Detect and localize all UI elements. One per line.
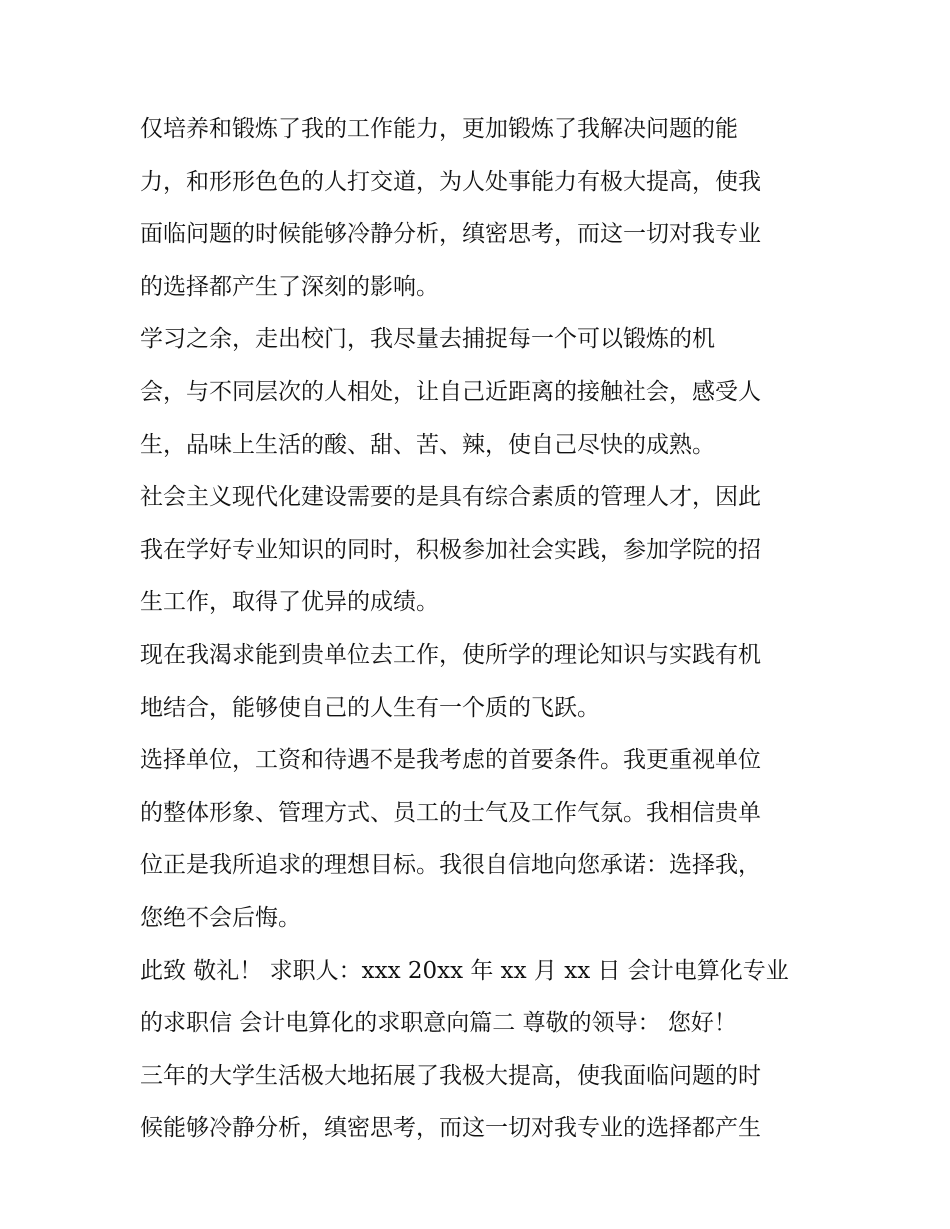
text-line: 三年的大学生活极大地拓展了我极大提高，使我面临问题的时 [140, 1062, 761, 1089]
text-line: 学习之余，走出校门，我尽量去捕捉每一个可以锻炼的机 [140, 326, 715, 353]
text-line: 您绝不会后悔。 [140, 904, 301, 931]
text-line: 面临问题的时候能够冷静分析，缜密思考，而这一切对我专业 [140, 221, 761, 248]
text-line: 的求职信 会计电算化的求职意向篇二 尊敬的领导： 您好！ [140, 1010, 737, 1037]
text-line: 会，与不同层次的人相处，让自己近距离的接触社会，感受人 [140, 378, 761, 405]
text-line: 现在我渴求能到贵单位去工作，使所学的理论知识与实践有机 [140, 641, 761, 668]
text-line: 力，和形形色色的人打交道，为人处事能力有极大提高，使我 [140, 168, 761, 195]
text-line: 的整体形象、管理方式、员工的士气及工作气氛。我相信贵单 [140, 799, 761, 826]
text-line: 候能够冷静分析，缜密思考，而这一切对我专业的选择都产生 [140, 1115, 761, 1142]
text-line: 的选择都产生了深刻的影响。 [140, 273, 439, 300]
text-line: 仅培养和锻炼了我的工作能力，更加锻炼了我解决问题的能 [140, 116, 738, 142]
text-line: 选择单位，工资和待遇不是我考虑的首要条件。我更重视单位 [140, 747, 761, 774]
text-line: 我在学好专业知识的同时，积极参加社会实践，参加学院的招 [140, 536, 761, 563]
text-line: 生工作，取得了优异的成绩。 [140, 589, 439, 616]
letter-body [140, 103, 830, 1155]
text-line: 此致 敬礼！ 求职人：xxx 20xx 年 xx 月 xx 日 会计电算化专业 [140, 957, 789, 984]
text-line: 地结合，能够使自己的人生有一个质的飞跃。 [140, 694, 600, 721]
text-line: 位正是我所追求的理想目标。我很自信地向您承诺：选择我， [140, 852, 761, 879]
text-line: 生，品味上生活的酸、甜、苦、辣，使自己尽快的成熟。 [140, 431, 715, 458]
text-line: 社会主义现代化建设需要的是具有综合素质的管理人才，因此 [140, 484, 761, 511]
